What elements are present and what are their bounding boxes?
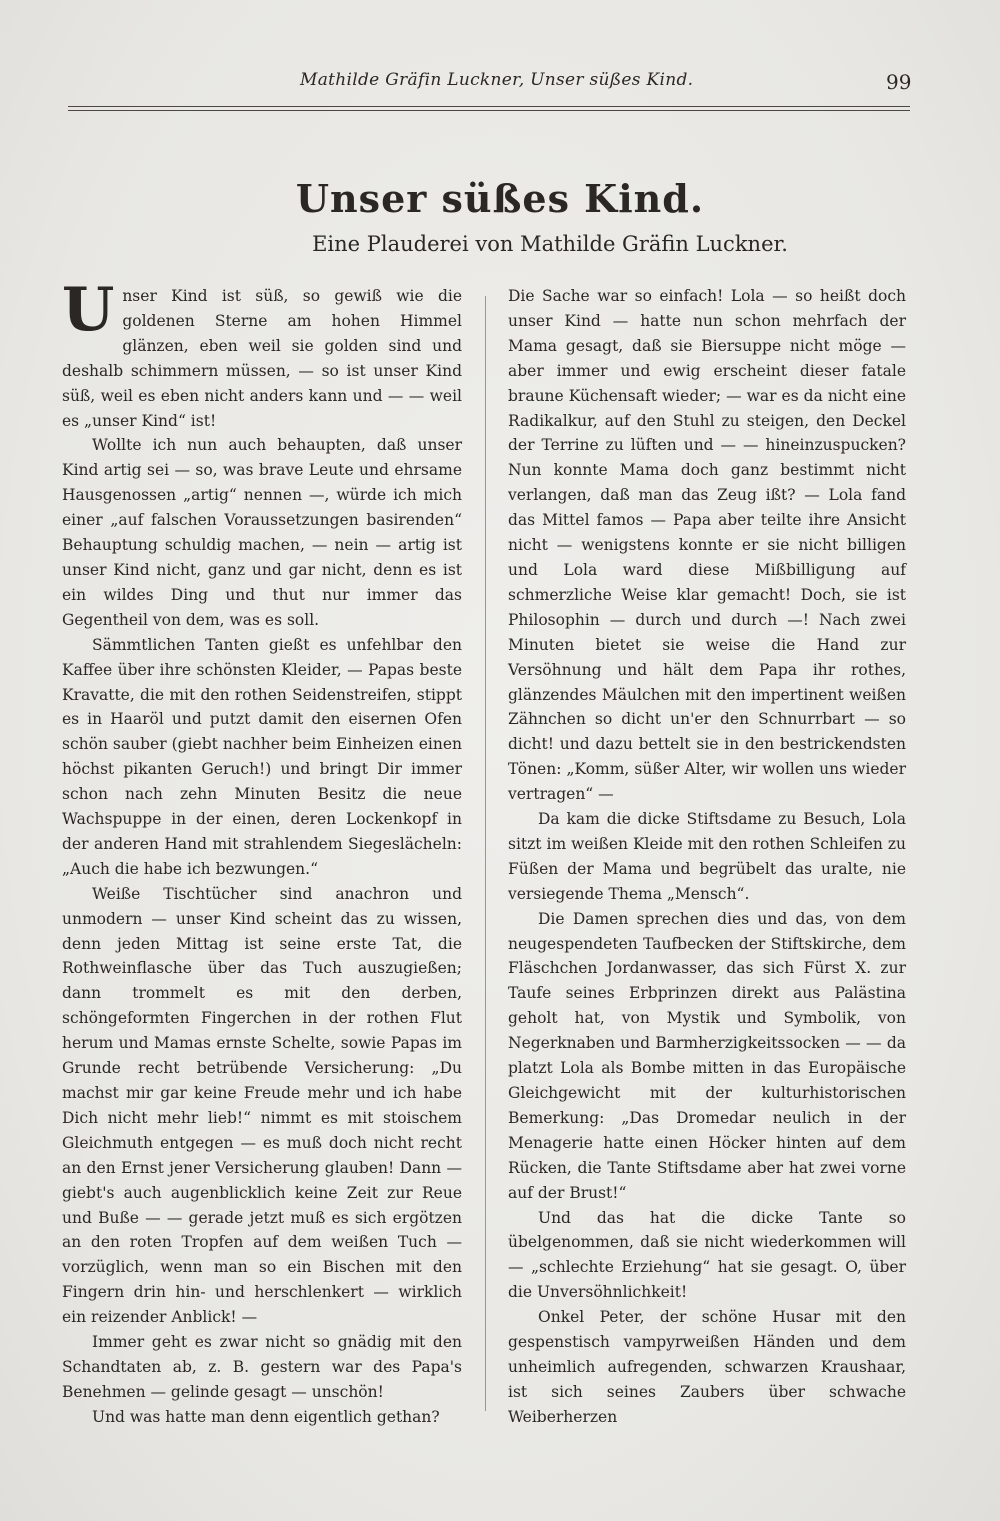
- paragraph: Und was hatte man denn eigentlich gethan?: [92, 1407, 440, 1426]
- article-title: Unser süßes Kind.: [295, 176, 705, 221]
- paragraph: Immer geht es zwar nicht so gnädig mit den Schandtaten ab, z. B. gestern war des Papa's Benehmen — gelinde gesagt — unschön!: [62, 1333, 462, 1401]
- running-header: Mathilde Gräfin Luckner, Unser süßes Kind.: [300, 70, 694, 90]
- paragraph: Die Damen sprechen dies und das, von dem neugespendeten Taufbecken der Stiftskirche, dem Fläschchen Jordanwasser, das sich Fürst X. zur Taufe seines Erbprinzen direkt aus Palästina geholt hat, von Mystik und Symbolik, von Negerknaben und Barmherzigkeitssocken — — da platzt Lola als Bombe mitten in das Europäische Gleichgewicht mit der kulturhistorischen Bemerkung: „Das Dromedar neulich in der Menagerie hatte einen Höcker hinten auf dem Rücken, die Tante Stiftsdame aber hat zwei vorne auf der Brust!“: [508, 909, 906, 1202]
- column-divider: [485, 296, 486, 1411]
- paragraph: Onkel Peter, der schöne Husar mit den gespenstisch vampyrweißen Händen und dem unheimlich aufregenden, schwarzen Kraushaar, ist sich seines Zaubers über schwache Weiberherzen: [508, 1308, 906, 1426]
- header-rule: [68, 106, 910, 107]
- drop-cap: U: [62, 275, 115, 345]
- left-column: [62, 275, 462, 1430]
- header-rule: [68, 110, 910, 111]
- paragraph: Wollte ich nun auch behaupten, daß unser Kind artig sei — so, was brave Leute und ehrsame Hausgenossen „artig“ nennen —, würde ich mich einer „auf falschen Voraussetzungen basirenden“ Behauptung schuldig machen, — nein — artig ist unser Kind nicht, ganz und gar nicht, denn es ist ein wildes Ding und thut nur immer das Gegentheil von dem, was es soll.: [62, 436, 462, 629]
- page-number: 99: [886, 70, 912, 94]
- paragraph-text: nser Kind ist süß, so gewiß wie die goldenen Sterne am hohen Himmel glänzen, eben weil sie golden sind und deshalb schimmern müssen, — so ist unser Kind süß, weil es eben nicht anders kann und — — weil es „unser Kind“ ist!: [62, 287, 462, 430]
- paragraph: Sämmtlichen Tanten gießt es unfehlbar den Kaffee über ihre schönsten Kleider, — Papas beste Kravatte, die mit den rothen Seidenstreifen, stippt es in Haaröl und putzt damit den eisernen Ofen schön sauber (giebt nachher beim Einheizen einen höchst pikanten Geruch!) und bringt Dir immer schon nach zehn Minuten Besitz die neue Wachspuppe in der einen, deren Lockenkopf in der anderen Hand mit strahlendem Siegeslächeln: „Auch die habe ich bezwungen.“: [62, 635, 462, 878]
- paragraph: Und das hat die dicke Tante so übelgenommen, daß sie nicht wiederkommen will — „schlechte Erziehung“ hat sie gesagt. O, über die Unversöhnlichkeit!: [508, 1208, 906, 1302]
- paragraph: Da kam die dicke Stiftsdame zu Besuch, Lola sitzt im weißen Kleide mit den rothen Schleifen zu Füßen der Mama und begrübelt das uralte, nie versiegende Thema „Mensch“.: [508, 810, 906, 903]
- paragraph: [62, 275, 462, 433]
- paragraph: Weiße Tischtücher sind anachron und unmodern — unser Kind scheint das zu wissen, denn jeden Mittag ist seine erste Tat, die Rothweinflasche über das Tuch auszugießen; dann trommelt es mit den derben, schöngeformten Fingerchen in der rothen Flut herum und Mamas ernste Schelte, sowie Papas im Grunde recht betrübende Versicherung: „Du machst mir gar keine Freude mehr und ich habe Dich nicht mehr lieb!“ nimmt es mit stoischem Gleichmuth entgegen — es muß doch nicht recht an den Ernst jener Versicherung glauben! Dann — giebt's auch augenblicklich keine Zeit zur Reue und Buße — — gerade jetzt muß es sich ergötzen an den roten Tropfen auf dem weißen Tuch — vorzüglich, wenn man so ein Bischen mit den Fingern drin hin- und herschlenkert — wirklich ein reizender Anblick! —: [62, 884, 462, 1327]
- paragraph: Die Sache war so einfach! Lola — so heißt doch unser Kind — hatte nun schon mehrfach der Mama gesagt, daß sie Biersuppe nicht möge — aber immer und ewig erscheint dieser fatale braune Küchensaft wieder; — war es da nicht eine Radikalkur, auf den Stuhl zu steigen, den Deckel der Terrine zu lüften und — — hineinzuspucken? Nun konnte Mama doch ganz bestimmt nicht verlangen, daß man das Zeug ißt? — Lola fand das Mittel famos — Papa aber teilte ihre Ansicht nicht — wenigstens konnte er sie nicht billigen und Lola ward diese Mißbilligung auf schmerzliche Weise klar gemacht! Doch, sie ist Philosophin — durch und durch —! Nach zwei Minuten bietet sie weise die Hand zur Versöhnung und hält dem Papa ihr rothes, glänzendes Mäulchen mit den impertinent weißen Zähnchen so dicht un'er den Schnurrbart — so dicht! und dazu bettelt sie in den bestrickendsten Tönen: „Komm, süßer Alter, wir wollen uns wieder vertragen“ —: [508, 287, 906, 804]
- article-subtitle: Eine Plauderei von Mathilde Gräfin Luckner.: [312, 232, 788, 256]
- right-column: [508, 284, 906, 1430]
